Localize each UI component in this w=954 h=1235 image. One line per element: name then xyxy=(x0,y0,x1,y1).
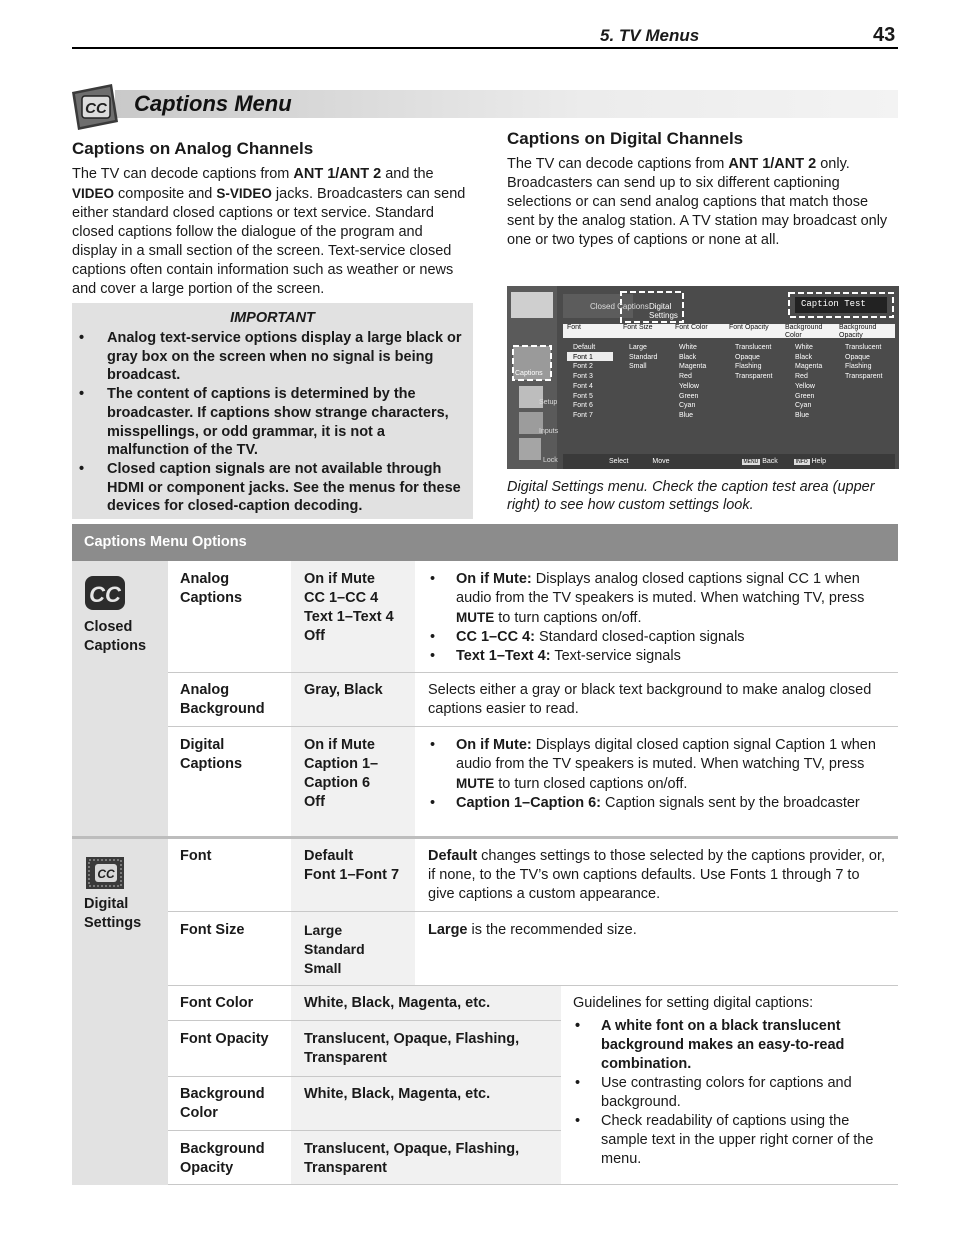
analog-background-desc: Selects either a gray or black text background to make analog closed captions easier to read. xyxy=(428,682,872,717)
list-item: Translucent xyxy=(735,344,772,351)
font-name: Font xyxy=(180,848,212,864)
option: On if Mute xyxy=(304,571,375,587)
info-key: INFO xyxy=(795,459,808,465)
list-item: Green xyxy=(795,392,815,400)
sidebar-lock: Lock xyxy=(543,457,558,464)
list-item: • On if Mute: Displays digital closed caption signal Caption 1 when audio from the TV speakers is muted. When watching TV, press MUTE to turn closed captions on/off. xyxy=(428,736,890,794)
digital-cc-icon xyxy=(84,855,128,893)
col-head-bg-opacity: Background Opacity xyxy=(839,324,877,339)
important-title: IMPORTANT xyxy=(230,310,315,326)
list-item: Transparent xyxy=(845,373,883,381)
caption-test-box: Caption Test xyxy=(801,299,866,309)
background-color-options: White, Black, Magenta, etc. xyxy=(304,1086,491,1102)
font-opacity-name: Font Opacity xyxy=(180,1031,269,1047)
font-opacity-options: Translucent, Opaque, Flashing, Transparent xyxy=(304,1031,520,1066)
font-size-desc: Large is the recommended size. xyxy=(428,922,637,938)
tv-menu-screenshot xyxy=(507,286,899,469)
list-item: • CC 1–CC 4: Standard closed-caption signals xyxy=(428,628,890,647)
list-item: Font 3 xyxy=(573,373,593,381)
option: Small xyxy=(304,960,342,976)
list-item: • Closed caption signals are not available through HDMI or component jacks. See the menus for these devices for closed-caption decoding. xyxy=(76,460,468,516)
guidelines-list xyxy=(573,1017,889,1169)
tab-digital-settings: Digital Settings xyxy=(649,302,678,320)
font-options xyxy=(304,847,414,885)
bg-opacity-list xyxy=(845,343,882,382)
list-item: Blue xyxy=(795,411,810,419)
cc-icon xyxy=(84,575,128,615)
svg-text:CC: CC xyxy=(89,582,121,607)
list-item: Font 4 xyxy=(573,382,593,390)
digital-captions-options xyxy=(304,736,414,812)
list-item: Opaque xyxy=(845,353,870,361)
list-item: Standard xyxy=(629,353,658,361)
help-hint: Help xyxy=(811,458,827,465)
option: On if Mute xyxy=(304,737,375,753)
table-header xyxy=(72,524,898,561)
background-opacity-options: Translucent, Opaque, Flashing, Transparent xyxy=(304,1141,520,1176)
list-item: • Check readability of captions using the sample text in the upper right corner of the menu. xyxy=(573,1112,889,1169)
option: Text 1–Text 4 xyxy=(304,609,394,625)
font-size-options xyxy=(304,921,414,978)
section-divider xyxy=(72,836,898,839)
list-item: Yellow xyxy=(795,382,815,390)
back-hint: Back xyxy=(762,458,778,465)
list-item: Yellow xyxy=(679,382,699,390)
col-head-font-color: Font Color xyxy=(675,324,708,331)
list-item: Magenta xyxy=(679,363,707,371)
list-item: Blue xyxy=(679,411,694,419)
analog-captions-desc xyxy=(428,570,890,666)
list-item: Translucent xyxy=(845,344,882,351)
row-divider xyxy=(168,1184,898,1185)
list-item: Font 1 xyxy=(573,353,593,361)
list-item: • Caption 1–Caption 6: Caption signals sent by the broadcaster xyxy=(428,794,890,813)
option: Standard xyxy=(304,941,365,957)
list-item: Magenta xyxy=(795,363,823,371)
list-item: Large xyxy=(629,344,647,351)
row-divider xyxy=(168,1020,561,1021)
tab-closed-captions: Closed Captions xyxy=(590,302,649,311)
bg-color-list xyxy=(795,343,822,421)
row-divider xyxy=(168,1076,561,1077)
list-item: White xyxy=(795,344,813,351)
digital-heading: Captions on Digital Channels xyxy=(507,129,744,148)
list-item: • A white font on a black translucent background makes an easy-to-read combination. xyxy=(573,1017,889,1074)
col-head-bg-color: Background Color xyxy=(785,324,823,339)
list-item: Green xyxy=(679,392,699,400)
important-list xyxy=(76,329,468,516)
option: Default xyxy=(304,848,354,864)
list-item: Red xyxy=(795,373,808,381)
select-hint: Select xyxy=(609,458,629,465)
option: Caption 1– xyxy=(304,756,379,772)
font-desc: Default changes settings to those selected by the captions provider, or, if none, to the TV’s own captions defaults. Use Fonts 1 through 7 to give captions a custom appearance. xyxy=(428,848,886,902)
row-divider xyxy=(168,985,898,986)
option: Caption 6 xyxy=(304,775,371,791)
background-color-name: Background Color xyxy=(180,1086,265,1121)
digital-paragraph: The TV can decode captions from ANT 1/ANT 2 only. Broadcasters can send up to six different captioning selections or can send analog captions that match those sent by the analog station. A TV station may broadcast only one or two types of captions or none at all. xyxy=(507,156,888,248)
font-size-name: Font Size xyxy=(180,922,245,938)
digital-captions-desc xyxy=(428,736,890,813)
screenshot-caption: Digital Settings menu. Check the caption test area (upper right) to see how custom settings look. xyxy=(507,479,875,513)
row-divider xyxy=(168,911,898,912)
row-divider xyxy=(168,726,898,727)
list-item: Black xyxy=(679,353,697,361)
list-item: Opaque xyxy=(735,353,760,361)
list-item: • Use contrasting colors for captions and background. xyxy=(573,1074,889,1112)
list-item: Flashing xyxy=(735,363,762,371)
list-item: Cyan xyxy=(795,402,812,410)
font-opacity-list xyxy=(735,343,772,382)
list-item: • Analog text-service options display a large black or gray box on the screen when no signal is being broadcast. xyxy=(76,329,468,385)
list-item: White xyxy=(679,344,697,351)
list-item: • The content of captions is determined by the broadcaster. If captions show strange characters, misspellings, or odd grammar, it is not a malfunction of the TV. xyxy=(76,385,468,460)
analog-captions-options xyxy=(304,570,414,646)
sidebar-captions: Captions xyxy=(515,370,543,377)
option: Font 1–Font 7 xyxy=(304,867,400,883)
font-color-name: Font Color xyxy=(180,995,254,1011)
page-number: 43 xyxy=(873,24,896,46)
list-item: Small xyxy=(629,363,647,371)
row-divider xyxy=(168,1130,561,1131)
list-item: Transparent xyxy=(735,373,773,381)
row-divider xyxy=(168,672,898,673)
table-heading: Captions Menu Options xyxy=(84,534,247,550)
analog-background-name: Analog Background xyxy=(180,682,265,717)
list-item: Black xyxy=(795,353,813,361)
font-color-list xyxy=(679,343,706,421)
col-head-font-size: Font Size xyxy=(623,324,653,331)
closed-captions-label: Closed Captions xyxy=(84,619,147,654)
background-opacity-name: Background Opacity xyxy=(180,1141,265,1176)
list-item: Red xyxy=(679,373,692,381)
list-item: • Text 1–Text 4: Text-service signals xyxy=(428,647,890,666)
option: CC 1–CC 4 xyxy=(304,590,379,606)
option: Off xyxy=(304,628,325,644)
font-size-list xyxy=(629,343,657,372)
sidebar-inputs: Inputs xyxy=(539,428,559,435)
list-item: Font 5 xyxy=(573,392,593,400)
font-color-options: White, Black, Magenta, etc. xyxy=(304,995,491,1011)
svg-text:CC: CC xyxy=(97,867,115,881)
cc-icon xyxy=(72,84,118,130)
analog-paragraph: The TV can decode captions from ANT 1/ANT 2 and the VIDEO composite and S-VIDEO jacks. Broadcasters can send either standard closed captions or text service. Standard closed captions follow the dialogue of the program and display in a small section of the screen. Text-service closed captions often contain information such as weather or news and cover a large portion of the screen. xyxy=(72,166,466,297)
list-item: Cyan xyxy=(679,402,696,410)
sidebar-setup: Setup xyxy=(539,399,558,406)
option: Large xyxy=(304,922,343,938)
list-item: Flashing xyxy=(845,363,872,371)
analog-heading: Captions on Analog Channels xyxy=(72,139,314,158)
analog-captions-name: Analog Captions xyxy=(180,571,243,606)
page-title: Captions Menu xyxy=(134,91,292,116)
move-hint: Move xyxy=(652,458,670,465)
option: Off xyxy=(304,794,325,810)
list-item: Font 7 xyxy=(573,411,593,419)
header-rule xyxy=(72,47,898,49)
list-item: Default xyxy=(573,344,596,351)
svg-text:CC: CC xyxy=(85,100,107,117)
font-list xyxy=(573,343,595,421)
col-head-font-opacity: Font Opacity xyxy=(729,324,769,331)
guidelines-intro: Guidelines for setting digital captions: xyxy=(573,995,814,1011)
list-item: • On if Mute: Displays analog closed captions signal CC 1 when audio from the TV speakers is muted. When watching TV, press MUTE to turn captions on/off. xyxy=(428,570,890,628)
digital-settings-label: Digital Settings xyxy=(84,896,142,931)
section-title: 5. TV Menus xyxy=(600,26,700,45)
list-item: Font 2 xyxy=(573,363,593,371)
list-item: Font 6 xyxy=(573,402,593,410)
menu-key: MENU xyxy=(743,459,759,465)
screenshot-footer xyxy=(609,458,826,465)
col-head-font: Font xyxy=(567,324,582,331)
analog-background-options: Gray, Black xyxy=(304,682,383,698)
digital-captions-name: Digital Captions xyxy=(180,737,243,772)
